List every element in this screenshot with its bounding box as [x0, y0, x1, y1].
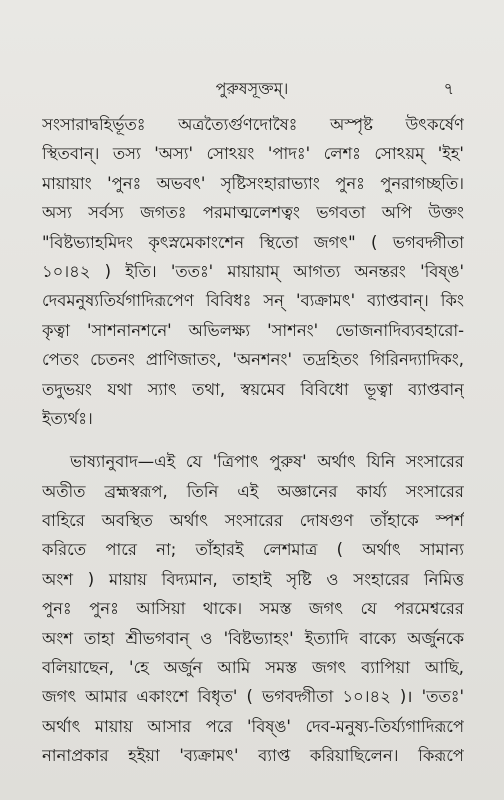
word: 'বিষ্ঙ' — [247, 716, 291, 736]
word: 'পুনঃ — [107, 173, 142, 193]
word: পেতং — [42, 350, 80, 370]
word: ও — [326, 569, 339, 589]
word: না; — [156, 540, 177, 560]
word: তাঁহারই — [195, 540, 244, 560]
text-line — [42, 506, 464, 535]
word: ব্রহ্মস্বরূপ, — [104, 481, 168, 501]
word: স্যাৎ — [147, 379, 177, 399]
word: সন্ — [263, 291, 284, 311]
word: ( — [246, 687, 253, 707]
word: দোষগুণ — [299, 511, 354, 531]
text-line — [42, 228, 464, 257]
word: 'অস্য' — [154, 144, 194, 164]
word: 'সাশনং' — [267, 320, 319, 340]
word: করিয়াছিলেন। — [309, 746, 399, 766]
word: আসার — [147, 716, 192, 736]
word: গিরিনদ্যাদিকং, — [369, 350, 464, 370]
word: ইত্যর্থঃ। — [42, 408, 93, 428]
word: তিনি — [186, 481, 219, 501]
word: 'সাশনানশনে' — [86, 320, 172, 340]
word: মায়ায় — [108, 569, 147, 589]
text-line — [42, 477, 464, 506]
paragraph-translation — [42, 447, 464, 770]
word: ব্যাপ্ত — [258, 746, 291, 766]
word: ব্যাপিয়া — [361, 658, 410, 678]
word: তদ্রহিতং — [303, 350, 359, 370]
word: বিবিধঃ — [205, 291, 252, 311]
word: জগৎ — [311, 658, 347, 678]
word: 'ব্যক্রামৎ' — [179, 746, 239, 766]
word: করিতে — [42, 540, 87, 560]
word: সোঽয়ং — [206, 144, 255, 164]
word: পরমেশ্বরের — [394, 599, 464, 619]
word: জগতঃ — [140, 203, 187, 223]
word: ভাষ্যানুবাদ—এই — [70, 452, 176, 472]
word: সর্বস্য — [88, 203, 124, 223]
word: কিং — [440, 291, 464, 311]
word: পরমাত্মলেশত্বং — [202, 203, 300, 223]
word: 'ব্যক্রামৎ' — [295, 291, 356, 311]
text-line — [42, 375, 464, 404]
word: অভিলক্ষ্য — [188, 320, 251, 340]
word: প্রাণিজাতং, — [145, 350, 222, 370]
word: অস্য — [42, 203, 72, 223]
word: উক্তং — [428, 203, 464, 223]
word: আছি, — [424, 658, 464, 678]
word: 'ততঃ' — [421, 687, 464, 707]
word: অর্জুনকে — [407, 628, 464, 648]
word: তস্য — [112, 144, 141, 164]
word: শ্রীভগবান্ — [125, 628, 190, 648]
word: অংশ — [42, 569, 73, 589]
word: ) — [87, 569, 95, 589]
word: ব্যাপ্তবান্ — [408, 379, 464, 399]
word: )। — [399, 687, 413, 707]
word: আগত্য — [293, 261, 341, 281]
running-title: পুরুষসূক্তম্। — [215, 79, 289, 98]
word: ভগবতা — [316, 203, 366, 223]
text-line — [42, 565, 464, 594]
word: সংসারের — [224, 511, 283, 531]
text-line — [42, 447, 464, 476]
word: নিমিত্ত — [423, 569, 464, 589]
text-line — [42, 286, 464, 315]
word: 'হে — [128, 658, 149, 678]
word: চেতনং — [90, 350, 135, 370]
text-line — [42, 712, 464, 741]
word: কৃত্বা — [42, 320, 70, 340]
word: ভূত্বা — [364, 379, 393, 399]
word: জগৎ — [42, 687, 77, 707]
text-line — [42, 682, 464, 711]
word: 'পাদঃ' — [267, 144, 311, 164]
word: কিরূপে — [418, 746, 464, 766]
word: সমস্ত — [259, 599, 292, 619]
word: বিবিধো — [300, 379, 349, 399]
word: ভগবদ্গীতা — [392, 232, 464, 252]
word: স্পর্শ — [435, 511, 464, 531]
word: মায়ায়াম্ — [227, 261, 280, 281]
word: 'ইহ' — [437, 144, 464, 164]
word: একাংশে — [136, 687, 189, 707]
word: সৃষ্টিসংহারাভ্যাং — [220, 173, 320, 193]
page-header — [0, 76, 504, 102]
word: আমার — [85, 687, 128, 707]
word: ব্যাপ্তবান্। — [367, 291, 429, 311]
word: অপি — [381, 203, 412, 223]
text-line — [42, 404, 464, 433]
text-line — [42, 169, 464, 198]
word: যে — [360, 599, 377, 619]
word: জগৎ" — [313, 232, 356, 252]
text-line — [42, 257, 464, 286]
word: স্বয়মেব — [240, 379, 285, 399]
word: দেবমনুষ্যতির্যগাদিরূপেণ — [42, 291, 194, 311]
word: 'ত্রিপাৎ — [212, 452, 259, 472]
word: ) — [104, 261, 112, 281]
word: সামান্য — [419, 540, 464, 560]
word: সংসারাদ্বহির্ভূতঃ — [42, 115, 146, 134]
text-line — [42, 624, 464, 653]
word: ( — [336, 540, 344, 560]
word: 'বিষ্টভ্যাহং' — [223, 628, 294, 648]
word: থাকে। — [202, 599, 243, 619]
word: পুনঃ — [335, 173, 365, 193]
word: দেব-মনুষ্য-তির্য্যগাদিরূপে — [305, 716, 464, 736]
word: সংহারের — [353, 569, 410, 589]
body-text — [42, 110, 464, 771]
paragraph-gap — [42, 433, 464, 447]
word: অর্জুন — [163, 658, 203, 678]
text-line — [42, 110, 464, 139]
word: পুরুষ' — [269, 452, 307, 472]
word: যে — [185, 452, 203, 472]
word: উৎকর্ষেণ — [405, 115, 464, 134]
text-line — [42, 653, 464, 682]
word: নানাপ্রকার — [42, 746, 109, 766]
word: পুনরাগচ্ছতি। — [380, 173, 464, 193]
word: বাক্যে — [359, 628, 397, 648]
word: বিদ্যমান, — [161, 569, 218, 589]
word: ইত্যাদি — [304, 628, 349, 648]
word: ইতি। — [125, 261, 157, 281]
word: অর্থাৎ — [317, 452, 356, 472]
word: বিধৃত' — [197, 687, 238, 707]
word: ১০।৪২ — [342, 687, 391, 707]
word: 'ততঃ' — [170, 261, 214, 281]
paragraph-commentary — [42, 110, 464, 433]
word: পুনঃ — [42, 599, 72, 619]
word: অর্থাৎ — [42, 716, 81, 736]
word: সোঽয়ম্ — [374, 144, 425, 164]
word: ১০।৪২ — [42, 261, 91, 281]
word: লেশঃ — [323, 144, 361, 164]
word: ভগবদ্গীতা — [262, 687, 334, 707]
text-line — [42, 741, 464, 770]
word: অতীত — [42, 481, 86, 501]
word: কৃৎস্নমেকাংশেন — [148, 232, 244, 252]
word: তাহাই — [232, 569, 272, 589]
word: সমস্ত — [265, 658, 297, 678]
word: মায়ায় — [94, 716, 133, 736]
word: যিনি — [366, 452, 396, 472]
word: ( — [371, 232, 378, 252]
text-line — [42, 198, 464, 227]
word: অভবৎ' — [156, 173, 206, 193]
word: আমি — [217, 658, 251, 678]
word: ভোজনাদিব্যবহারো- — [335, 320, 464, 340]
word: তাঁহাকে — [370, 511, 419, 531]
word: অনন্তরং — [354, 261, 406, 281]
word: পরে — [205, 716, 233, 736]
word: কার্য্য — [356, 481, 387, 501]
word: লেশমাত্র — [262, 540, 318, 560]
word: জগৎ — [308, 599, 344, 619]
word: হইয়া — [128, 746, 160, 766]
word: এই — [237, 481, 259, 501]
word: সংসারের — [405, 481, 464, 501]
text-line — [42, 345, 464, 374]
word: ও — [200, 628, 213, 648]
page-number: ৭ — [443, 79, 454, 98]
text-line — [42, 535, 464, 564]
word: সৃষ্টি — [286, 569, 312, 589]
word: অস্পৃষ্ট — [330, 115, 373, 134]
word: অজ্ঞানের — [277, 481, 338, 501]
word: স্থিতবান্। — [42, 144, 100, 164]
word: 'অনশনং' — [232, 350, 292, 370]
word: স্থিতো — [259, 232, 299, 252]
word: তথা, — [192, 379, 226, 399]
word: 'বিষ্ঙ' — [420, 261, 464, 281]
word: পারে — [105, 540, 137, 560]
text-line — [42, 316, 464, 345]
word: যথা — [107, 379, 133, 399]
word: অর্থাৎ — [169, 511, 208, 531]
word: তাহা — [84, 628, 115, 648]
word: বলিয়াছেন, — [42, 658, 114, 678]
word: "বিষ্টভ্যাহমিদং — [42, 232, 133, 252]
word: মায়ায়াং — [42, 173, 92, 193]
text-line — [42, 139, 464, 168]
word: সংসারের — [405, 452, 464, 472]
word: অবস্থিত — [101, 511, 153, 531]
word: অর্থাৎ — [362, 540, 401, 560]
text-line — [42, 594, 464, 623]
word: অত্রত্যৈর্গুণদোষৈঃ — [178, 115, 298, 134]
word: অংশ — [42, 628, 73, 648]
word: পুনঃ — [89, 599, 119, 619]
word: তদুভয়ং — [42, 379, 92, 399]
word: আসিয়া — [136, 599, 186, 619]
word: বাহিরে — [42, 511, 85, 531]
